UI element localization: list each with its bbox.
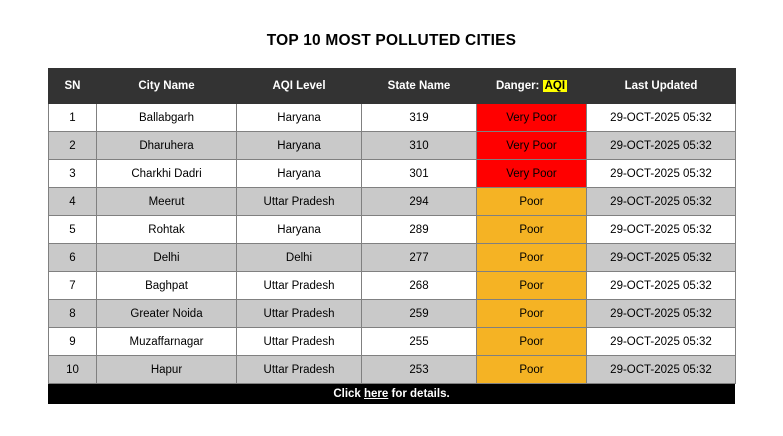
table-row	[49, 244, 736, 272]
cell-danger: Very Poor	[477, 104, 587, 132]
cell-aqi-level: Haryana	[237, 104, 362, 132]
cell-last-updated: 29-OCT-2025 05:32	[587, 160, 736, 188]
table-row	[49, 132, 736, 160]
cell-last-updated: 29-OCT-2025 05:32	[587, 188, 736, 216]
table-header	[49, 69, 736, 104]
column-header-sn[interactable]: SN	[49, 69, 97, 104]
cell-aqi-level: Haryana	[237, 216, 362, 244]
cell-sn: 7	[49, 272, 97, 300]
footer-text-after: for details.	[388, 388, 450, 400]
cell-city-name: Dharuhera	[97, 132, 237, 160]
table-row	[49, 188, 736, 216]
polluted-cities-table	[48, 68, 736, 384]
cell-last-updated: 29-OCT-2025 05:32	[587, 356, 736, 384]
table-row	[49, 216, 736, 244]
table-row	[49, 160, 736, 188]
cell-state-name: 310	[362, 132, 477, 160]
table-row	[49, 328, 736, 356]
cell-danger: Poor	[477, 300, 587, 328]
cell-aqi-level: Delhi	[237, 244, 362, 272]
cell-danger: Poor	[477, 272, 587, 300]
cell-city-name: Hapur	[97, 356, 237, 384]
cell-aqi-level: Uttar Pradesh	[237, 272, 362, 300]
cell-city-name: Delhi	[97, 244, 237, 272]
cell-sn: 9	[49, 328, 97, 356]
details-link[interactable]: here	[364, 388, 389, 400]
cell-danger: Poor	[477, 244, 587, 272]
cell-aqi-level: Uttar Pradesh	[237, 188, 362, 216]
cell-aqi-level: Haryana	[237, 160, 362, 188]
column-header-danger[interactable]	[477, 69, 587, 104]
cell-state-name: 319	[362, 104, 477, 132]
table-row	[49, 272, 736, 300]
column-header-city-name[interactable]: City Name	[97, 69, 237, 104]
table-header-row	[49, 69, 736, 104]
cell-state-name: 277	[362, 244, 477, 272]
cell-last-updated: 29-OCT-2025 05:32	[587, 244, 736, 272]
cell-sn: 1	[49, 104, 97, 132]
cell-city-name: Ballabgarh	[97, 104, 237, 132]
cell-aqi-level: Uttar Pradesh	[237, 356, 362, 384]
cell-city-name: Greater Noida	[97, 300, 237, 328]
cell-state-name: 294	[362, 188, 477, 216]
cell-sn: 5	[49, 216, 97, 244]
table-row	[49, 104, 736, 132]
cell-last-updated: 29-OCT-2025 05:32	[587, 272, 736, 300]
cell-aqi-level: Haryana	[237, 132, 362, 160]
column-header-state-name[interactable]: State Name	[362, 69, 477, 104]
cell-last-updated: 29-OCT-2025 05:32	[587, 216, 736, 244]
column-header-aqi-level[interactable]: AQI Level	[237, 69, 362, 104]
cell-city-name: Baghpat	[97, 272, 237, 300]
cell-sn: 4	[49, 188, 97, 216]
cell-sn: 10	[49, 356, 97, 384]
cell-sn: 8	[49, 300, 97, 328]
cell-sn: 2	[49, 132, 97, 160]
cell-danger: Very Poor	[477, 160, 587, 188]
table-row	[49, 356, 736, 384]
cell-last-updated: 29-OCT-2025 05:32	[587, 132, 736, 160]
cell-state-name: 289	[362, 216, 477, 244]
cell-state-name: 301	[362, 160, 477, 188]
danger-aqi-highlight: AQI	[544, 80, 566, 92]
cell-last-updated: 29-OCT-2025 05:32	[587, 104, 736, 132]
cell-danger: Poor	[477, 356, 587, 384]
cell-city-name: Muzaffarnagar	[97, 328, 237, 356]
cell-city-name: Meerut	[97, 188, 237, 216]
cell-city-name: Charkhi Dadri	[97, 160, 237, 188]
cell-state-name: 253	[362, 356, 477, 384]
cell-sn: 3	[49, 160, 97, 188]
cell-danger: Poor	[477, 216, 587, 244]
table-body	[49, 104, 736, 384]
footer-text-before: Click	[333, 388, 365, 400]
page-title: TOP 10 MOST POLLUTED CITIES	[266, 32, 517, 49]
cell-aqi-level: Uttar Pradesh	[237, 328, 362, 356]
footer-bar	[48, 384, 735, 404]
cell-danger: Very Poor	[477, 132, 587, 160]
cell-last-updated: 29-OCT-2025 05:32	[587, 300, 736, 328]
column-header-last-updated[interactable]: Last Updated	[587, 69, 736, 104]
cell-last-updated: 29-OCT-2025 05:32	[587, 328, 736, 356]
cell-danger: Poor	[477, 188, 587, 216]
cell-sn: 6	[49, 244, 97, 272]
cell-state-name: 255	[362, 328, 477, 356]
cell-danger: Poor	[477, 328, 587, 356]
table-row	[49, 300, 736, 328]
danger-label: Danger:	[495, 80, 540, 92]
cell-aqi-level: Uttar Pradesh	[237, 300, 362, 328]
cell-city-name: Rohtak	[97, 216, 237, 244]
cell-state-name: 268	[362, 272, 477, 300]
cell-state-name: 259	[362, 300, 477, 328]
table-container	[0, 68, 783, 384]
